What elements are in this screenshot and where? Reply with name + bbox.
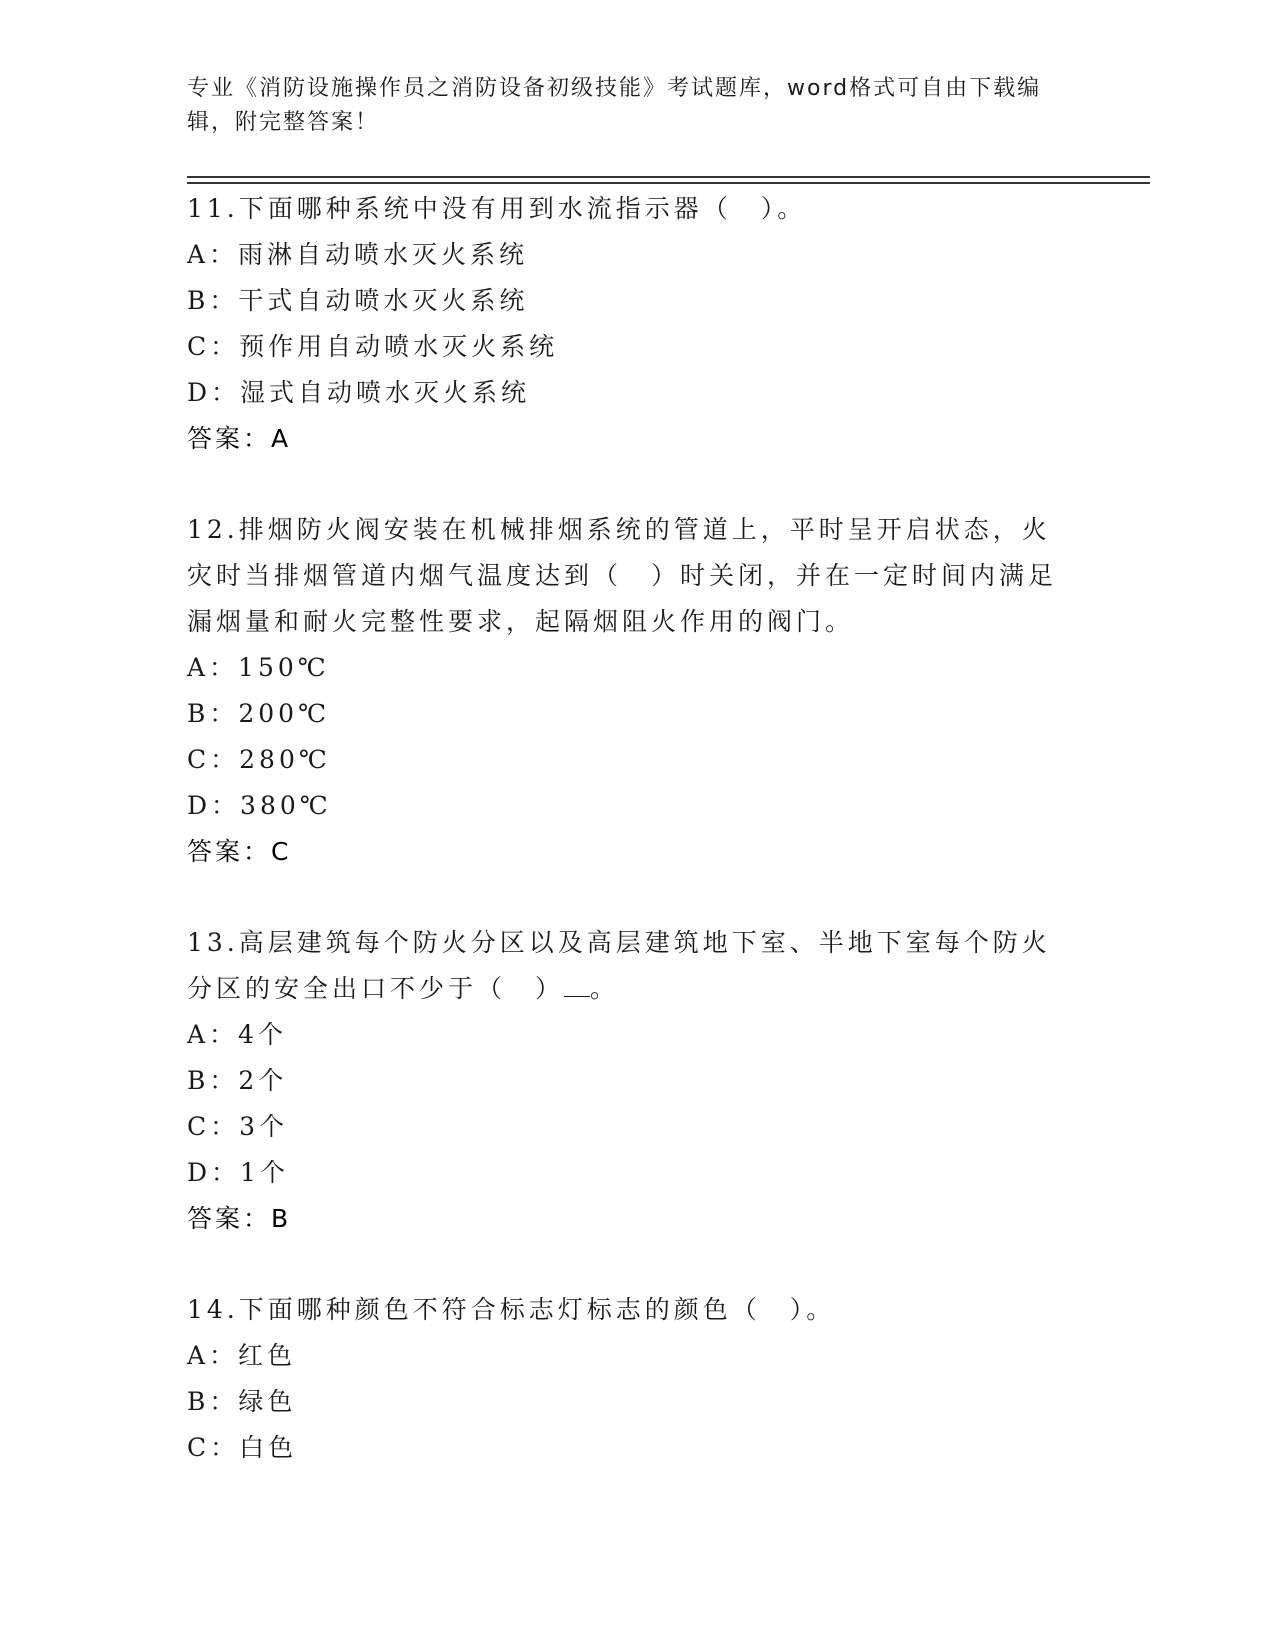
option-b: B：200℃ [187, 699, 331, 728]
question-stem: 14.下面哪种颜色不符合标志灯标志的颜色（ ）。 [187, 1295, 836, 1324]
question-list [187, 186, 1077, 1516]
question-14 [187, 1287, 1077, 1471]
option-a: A：150℃ [187, 653, 330, 682]
question-stem-text: 13.高层建筑每个防火分区以及高层建筑地下室、半地下室每个防火分区的安全出口不少于（ ） [187, 928, 1051, 1003]
option-a: A：红色 [187, 1341, 297, 1370]
question-stem: 12.排烟防火阀安装在机械排烟系统的管道上，平时呈开启状态，火灾时当排烟管道内烟气温度达到（ ）时关闭，并在一定时间内满足漏烟量和耐火完整性要求，起隔烟阻火作用的阀门。 [187, 515, 1058, 636]
question-stem: 11.下面哪种系统中没有用到水流指示器（ ）。 [187, 194, 807, 223]
question-11 [187, 186, 1077, 462]
option-c: C：280℃ [187, 745, 331, 774]
option-b: B：干式自动喷水灭火系统 [187, 286, 529, 315]
option-c: C：预作用自动喷水灭火系统 [187, 332, 559, 361]
header-divider-bottom [187, 182, 1150, 184]
fill-blank [564, 974, 590, 997]
option-b: B：2个 [187, 1066, 288, 1095]
question-12 [187, 507, 1077, 875]
option-d: D：湿式自动喷水灭火系统 [187, 378, 531, 407]
option-d: D：1个 [187, 1158, 289, 1187]
option-a: A：4个 [187, 1020, 287, 1049]
question-13 [187, 920, 1077, 1242]
header-note: 专业《消防设施操作员之消防设备初级技能》考试题库，word格式可自由下载编辑，附完整答案！ [187, 76, 1042, 135]
question-stem [187, 920, 1077, 1012]
question-stem-end: 。 [590, 974, 620, 1003]
option-c: C：白色 [187, 1433, 298, 1462]
option-c: C：3个 [187, 1112, 289, 1141]
option-d: D：380℃ [187, 791, 332, 820]
answer-line: 答案：B [187, 1204, 292, 1233]
option-a: A：雨淋自动喷水灭火系统 [187, 240, 529, 269]
answer-line: 答案：A [187, 424, 292, 453]
header-divider-top [187, 176, 1150, 178]
answer-line: 答案：C [187, 837, 292, 866]
option-b: B：绿色 [187, 1387, 297, 1416]
